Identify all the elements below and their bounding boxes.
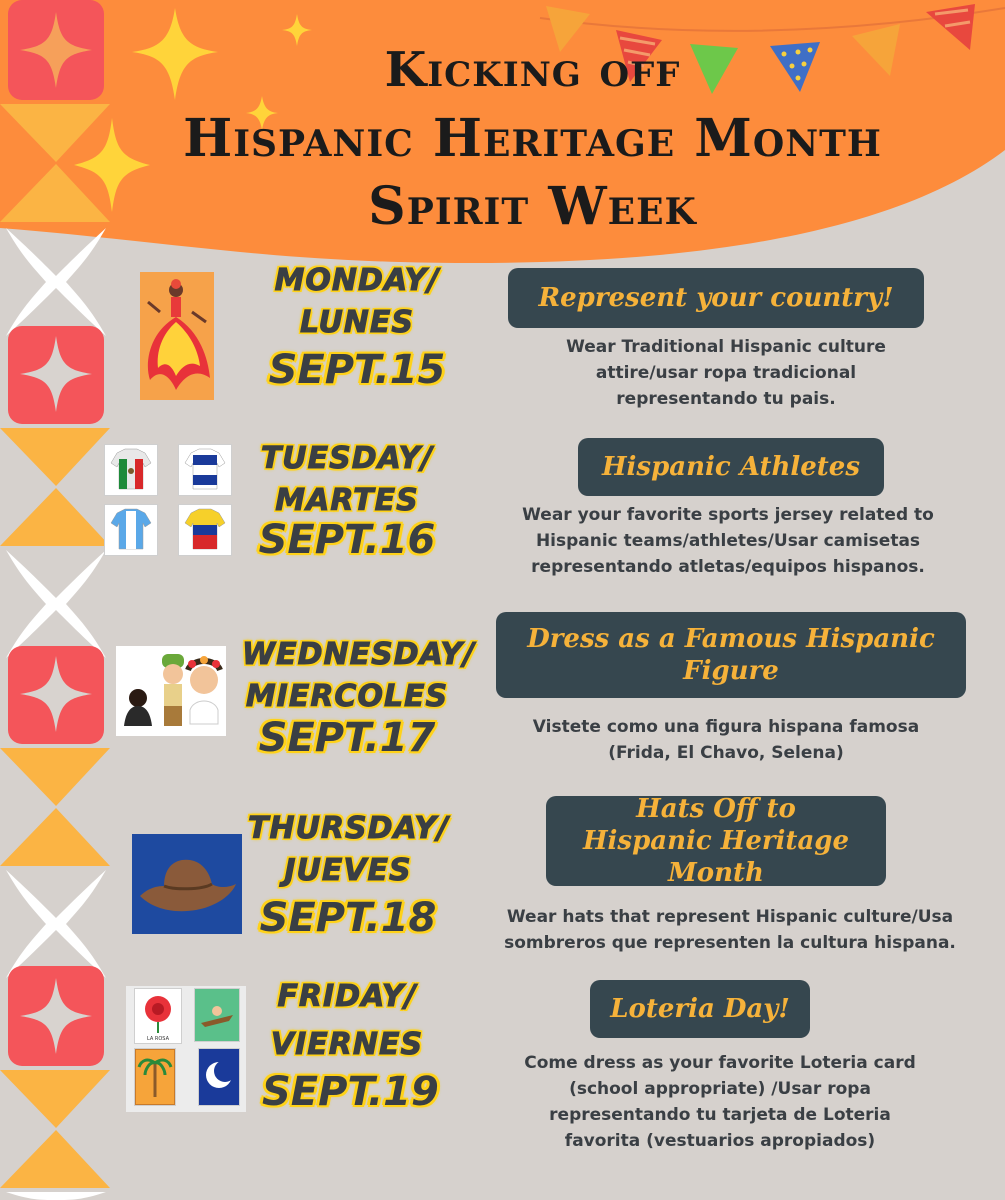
famous-figures-image — [116, 646, 226, 736]
theme-pill-thursday: Hats Off to Hispanic Heritage Month — [546, 796, 886, 886]
folklorico-dancer-image — [140, 272, 214, 400]
description-tuesday: Wear your favorite sports jersey related to Hispanic teams/athletes/Usar camisetas representando atletas/equipos hispanos. — [522, 505, 934, 577]
jersey-guatemala-icon — [104, 504, 158, 556]
loteria-card-canoe — [194, 988, 240, 1042]
day-date: SEPT.17 — [258, 715, 436, 761]
day-name: FRIDAY/ — [277, 979, 417, 1014]
day-tuesday — [252, 438, 442, 566]
loteria-card-palm — [134, 1048, 176, 1106]
theme-pill-monday: Represent your country! — [508, 268, 924, 328]
day-name: THURSDAY/ — [248, 811, 449, 846]
jerseys-image — [104, 444, 234, 558]
day-name-es: JUEVES — [284, 853, 412, 888]
theme-pill-tuesday: Hispanic Athletes — [578, 438, 884, 496]
title-line-2: Hispanic Heritage Month — [183, 108, 882, 169]
day-wednesday — [242, 634, 476, 764]
description-monday: Wear Traditional Hispanic culture attire/usar ropa tradicional representando tu pais. — [566, 337, 886, 409]
day-date: SEPT.15 — [268, 347, 446, 393]
day-name-es: LUNES — [299, 305, 415, 340]
day-name: MONDAY/ — [274, 263, 440, 298]
day-name-es: VIERNES — [270, 1027, 424, 1062]
loteria-card-label: LA ROSA — [146, 1036, 170, 1042]
jersey-mexico-icon — [104, 444, 158, 496]
day-date: SEPT.19 — [262, 1069, 439, 1115]
loteria-cards-image — [126, 986, 246, 1112]
day-friday — [262, 976, 439, 1118]
title-line-1: Kicking off — [384, 42, 681, 98]
day-thursday — [248, 808, 448, 944]
loteria-card-la-rosa — [134, 988, 182, 1044]
day-name-es: MIERCOLES — [245, 679, 449, 714]
day-name-es: MARTES — [275, 483, 419, 518]
jersey-el-salvador-icon — [178, 444, 232, 496]
title-line-3: Spirit Week — [368, 176, 697, 237]
day-monday — [262, 260, 452, 396]
cowboy-hat-image — [132, 834, 242, 934]
theme-pill-friday: Loteria Day! — [590, 980, 810, 1038]
day-date: SEPT.18 — [259, 895, 437, 941]
day-name: TUESDAY/ — [260, 441, 434, 476]
day-name: WEDNESDAY/ — [242, 637, 476, 672]
description-friday: Come dress as your favorite Loteria card (school appropriate) /Usar ropa representando tu tarjeta de Loteria favorita (vestuarios apropiados) — [524, 1053, 916, 1151]
loteria-card-la-luna — [198, 1048, 240, 1106]
day-date: SEPT.16 — [258, 517, 436, 563]
description-wednesday: Vistete como una figura hispana famosa (Frida, El Chavo, Selena) — [532, 717, 920, 763]
theme-pill-wednesday: Dress as a Famous Hispanic Figure — [496, 612, 966, 698]
jersey-venezuela-icon — [178, 504, 232, 556]
description-thursday: Wear hats that represent Hispanic culture/Usa sombreros que representen la cultura hispana. — [504, 907, 956, 953]
